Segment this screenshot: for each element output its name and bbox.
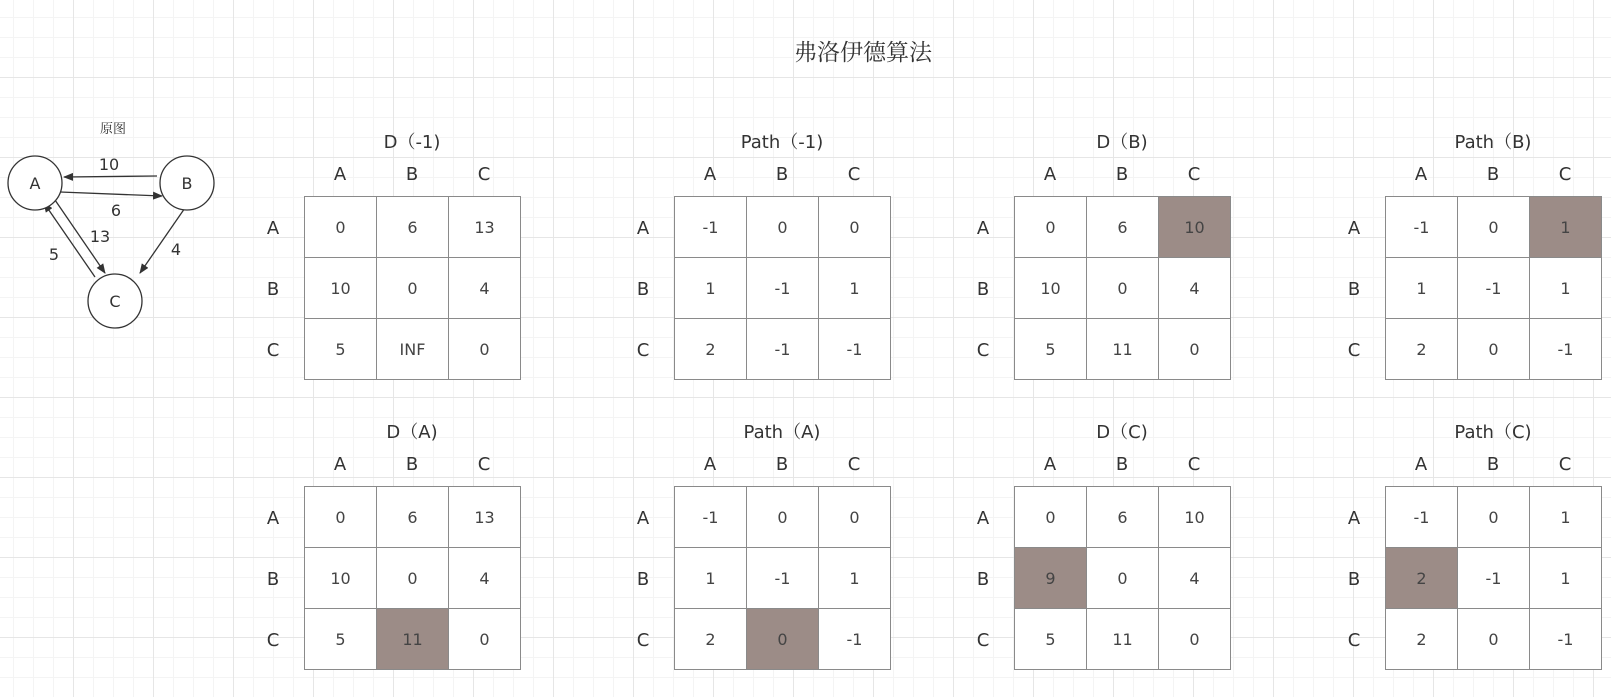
matrix-cell: 0 (819, 487, 891, 548)
matrix-cell: 4 (1159, 258, 1231, 319)
matrix-cell: 2 (1386, 319, 1458, 380)
matrix-cell: 0 (747, 197, 819, 258)
edge-b-c-weight: 4 (170, 240, 182, 259)
column-header: C (477, 454, 491, 475)
matrix-grid (304, 196, 521, 380)
matrix-cell: 0 (1159, 609, 1231, 670)
column-header: C (1187, 454, 1201, 475)
row-header: A (976, 218, 990, 239)
matrix-cell: -1 (1386, 197, 1458, 258)
node-c-label: C (109, 292, 121, 311)
matrix-title: Path（A) (743, 422, 821, 443)
matrix-cell: 1 (1530, 258, 1602, 319)
matrix-grid (1385, 486, 1602, 670)
column-header: B (1486, 454, 1500, 475)
matrix-cell: 0 (1087, 548, 1159, 609)
highlighted-cell: 9 (1015, 548, 1087, 609)
matrix-cell: 0 (377, 258, 449, 319)
matrix-grid (1014, 196, 1231, 380)
matrix-cell: 6 (377, 487, 449, 548)
matrix-cell: -1 (819, 609, 891, 670)
matrix-cell: 1 (1386, 258, 1458, 319)
edge-b-c (140, 205, 187, 273)
highlighted-cell: 2 (1386, 548, 1458, 609)
matrix-cell: 2 (675, 609, 747, 670)
matrix-title: D（-1) (383, 132, 441, 153)
matrix-cell: 1 (819, 258, 891, 319)
node-b (160, 156, 214, 210)
node-b-label: B (181, 174, 193, 193)
matrix-cell: 1 (1530, 487, 1602, 548)
matrix-cell: 5 (1015, 609, 1087, 670)
matrix-cell: 10 (1015, 258, 1087, 319)
matrix-title: Path（-1) (740, 132, 824, 153)
row-header: B (636, 569, 650, 590)
row-header: B (636, 279, 650, 300)
row-header: A (266, 218, 280, 239)
matrix-cell: 6 (377, 197, 449, 258)
column-header: C (1187, 164, 1201, 185)
matrix-cell: -1 (819, 319, 891, 380)
row-header: C (976, 340, 990, 361)
column-header: B (405, 454, 419, 475)
column-header: A (703, 454, 717, 475)
node-c (88, 274, 142, 328)
matrix-cell: 0 (1015, 197, 1087, 258)
matrix-cell: -1 (1458, 548, 1530, 609)
matrix-cell: 0 (449, 319, 521, 380)
row-header: A (266, 508, 280, 529)
column-header: C (847, 164, 861, 185)
column-header: A (1414, 454, 1428, 475)
matrix-cell: 5 (305, 609, 377, 670)
column-header: B (1486, 164, 1500, 185)
row-header: A (636, 508, 650, 529)
row-header: B (266, 279, 280, 300)
matrix-cell: -1 (675, 487, 747, 548)
row-header: B (976, 279, 990, 300)
matrix-cell: -1 (675, 197, 747, 258)
matrix-grid (304, 486, 521, 670)
matrix-cell: -1 (747, 548, 819, 609)
highlighted-cell: 0 (747, 609, 819, 670)
matrix-cell: 1 (675, 258, 747, 319)
matrix-cell: 0 (747, 487, 819, 548)
column-header: A (1043, 164, 1057, 185)
matrix-cell: 0 (305, 197, 377, 258)
edge-b-a (64, 176, 157, 177)
column-header: A (1043, 454, 1057, 475)
matrix-cell: 1 (1530, 548, 1602, 609)
edge-c-a-weight: 5 (48, 245, 60, 264)
node-a-label: A (29, 174, 41, 193)
matrix-cell: -1 (747, 319, 819, 380)
column-header: C (847, 454, 861, 475)
matrix-title: D（B) (1096, 132, 1148, 153)
row-header: B (1347, 279, 1361, 300)
highlighted-cell: 1 (1530, 197, 1602, 258)
matrix-grid (1014, 486, 1231, 670)
matrix-cell: -1 (1530, 609, 1602, 670)
matrix-grid (674, 486, 891, 670)
page-title: 弗洛伊德算法 (794, 40, 932, 66)
matrix-title: D（A) (386, 422, 438, 443)
matrix-cell: 0 (819, 197, 891, 258)
matrix-cell: 0 (449, 609, 521, 670)
matrix-grid (674, 196, 891, 380)
column-header: B (775, 454, 789, 475)
column-header: B (1115, 454, 1129, 475)
matrix-title: Path（C) (1454, 422, 1532, 443)
matrix-cell: 4 (1159, 548, 1231, 609)
edge-a-c-weight: 13 (89, 227, 111, 246)
matrix-cell: 2 (1386, 609, 1458, 670)
row-header: C (636, 340, 650, 361)
matrix-cell: 13 (449, 197, 521, 258)
matrix-cell: 0 (305, 487, 377, 548)
matrix-cell: 6 (1087, 197, 1159, 258)
matrix-grid (1385, 196, 1602, 380)
matrix-cell: 4 (449, 548, 521, 609)
matrix-cell: 13 (449, 487, 521, 548)
matrix-cell: 5 (1015, 319, 1087, 380)
row-header: C (636, 630, 650, 651)
graph-title: 原图 (99, 122, 126, 137)
column-header: B (1115, 164, 1129, 185)
row-header: A (1347, 508, 1361, 529)
column-header: A (333, 454, 347, 475)
row-header: C (266, 340, 280, 361)
matrix-cell: -1 (747, 258, 819, 319)
row-header: B (976, 569, 990, 590)
row-header: B (1347, 569, 1361, 590)
edge-b-a-weight: 10 (98, 155, 120, 174)
matrix-cell: INF (377, 319, 449, 380)
row-header: A (636, 218, 650, 239)
matrix-cell: 11 (1087, 319, 1159, 380)
edge-c-a (44, 203, 95, 277)
matrix-title: D（C) (1096, 422, 1148, 443)
column-header: A (703, 164, 717, 185)
matrix-cell: 0 (1458, 197, 1530, 258)
highlighted-cell: 11 (377, 609, 449, 670)
matrix-cell: 0 (377, 548, 449, 609)
column-header: C (1558, 454, 1572, 475)
matrix-cell: 0 (1087, 258, 1159, 319)
matrix-cell: 4 (449, 258, 521, 319)
row-header: C (1347, 630, 1361, 651)
column-header: A (333, 164, 347, 185)
matrix-cell: 0 (1015, 487, 1087, 548)
column-header: B (405, 164, 419, 185)
column-header: A (1414, 164, 1428, 185)
matrix-cell: 11 (1087, 609, 1159, 670)
column-header: C (1558, 164, 1572, 185)
highlighted-cell: 10 (1159, 197, 1231, 258)
matrix-cell: 10 (305, 548, 377, 609)
row-header: C (1347, 340, 1361, 361)
matrix-cell: 0 (1458, 319, 1530, 380)
row-header: B (266, 569, 280, 590)
column-header: B (775, 164, 789, 185)
matrix-cell: -1 (1530, 319, 1602, 380)
matrix-cell: 0 (1458, 609, 1530, 670)
matrix-cell: -1 (1386, 487, 1458, 548)
matrix-cell: 6 (1087, 487, 1159, 548)
matrix-cell: 10 (1159, 487, 1231, 548)
original-graph (0, 140, 230, 330)
edge-a-b-weight: 6 (110, 201, 122, 220)
edge-a-b (60, 192, 162, 196)
row-header: A (1347, 218, 1361, 239)
matrix-cell: 1 (675, 548, 747, 609)
matrix-cell: 0 (1458, 487, 1530, 548)
matrix-cell: 1 (819, 548, 891, 609)
node-a (8, 156, 62, 210)
row-header: A (976, 508, 990, 529)
matrix-cell: 2 (675, 319, 747, 380)
row-header: C (976, 630, 990, 651)
matrix-cell: -1 (1458, 258, 1530, 319)
matrix-cell: 10 (305, 258, 377, 319)
row-header: C (266, 630, 280, 651)
column-header: C (477, 164, 491, 185)
matrix-cell: 0 (1159, 319, 1231, 380)
matrix-title: Path（B) (1454, 132, 1532, 153)
matrix-cell: 5 (305, 319, 377, 380)
